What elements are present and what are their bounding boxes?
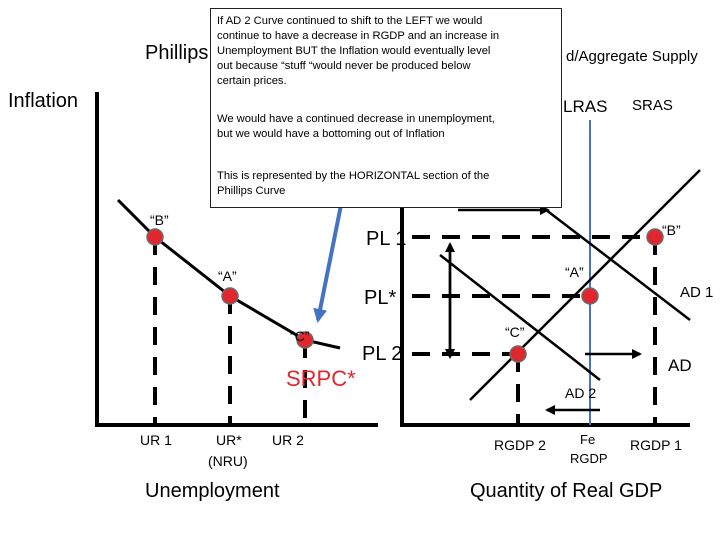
pl-star-label: PL*: [364, 287, 397, 309]
nru-tick-label: (NRU): [208, 453, 248, 469]
callout-line: Phillips Curve: [217, 185, 286, 197]
explanation-callout: [210, 8, 562, 208]
ur2-tick-label: UR 2: [272, 432, 304, 448]
unemployment-axis-label: Unemployment: [145, 480, 280, 502]
phillips-point-c-label: “C”: [290, 328, 310, 344]
callout-line: If AD 2 Curve continued to shift to the LEFT we would: [217, 15, 483, 27]
fe-rgdp-tick-label: RGDP: [570, 451, 608, 466]
ad-as-title-fragment: d/Aggregate Supply: [566, 48, 698, 65]
ur-star-tick-label: UR*: [216, 432, 242, 448]
phillips-dashed-lines: [155, 237, 305, 425]
inflation-axis-label: Inflation: [8, 90, 79, 112]
ad-point-a-label: “A”: [565, 264, 584, 280]
callout-line: This is represented by the HORIZONTAL section of the: [217, 170, 490, 182]
ad2-label: AD 2: [565, 385, 597, 401]
rgdp1-tick-label: RGDP 1: [630, 437, 682, 453]
phillips-title: Phillips: [145, 42, 209, 64]
callout-line: but we would have a bottoming out of Inflation: [217, 128, 445, 140]
pl2-label: PL 2: [362, 343, 403, 365]
phillips-point-b-label: “B”: [150, 212, 169, 228]
callout-line: out because “stuff “would never be produced below: [217, 60, 471, 72]
sras-label: SRAS: [632, 97, 673, 114]
real-gdp-axis-label: Quantity of Real GDP: [470, 480, 663, 502]
ad-as-axes: [400, 200, 690, 425]
fe-tick-label: Fe: [580, 432, 596, 447]
callout-line: We would have a continued decrease in unemployment,: [217, 113, 495, 125]
callout-line: Unemployment BUT the Inflation would eventually level: [217, 45, 491, 57]
callout-arrow: [318, 205, 341, 320]
pl1-label: PL 1: [366, 228, 407, 250]
ad-point-c-label: “C”: [505, 324, 525, 340]
ad-point-b-label: “B”: [662, 222, 681, 238]
ad-label: AD: [668, 356, 692, 375]
ur1-tick-label: UR 1: [140, 432, 172, 448]
callout-line: continue to have a decrease in RGDP and an increase in: [217, 30, 500, 42]
rgdp2-tick-label: RGDP 2: [494, 437, 546, 453]
callout-line: certain prices.: [217, 75, 287, 87]
phillips-point-a-label: “A”: [218, 268, 237, 284]
srpc-label: SRPC*: [286, 366, 356, 391]
lras-label: LRAS: [563, 97, 608, 116]
ad1-label: AD 1: [680, 284, 714, 301]
